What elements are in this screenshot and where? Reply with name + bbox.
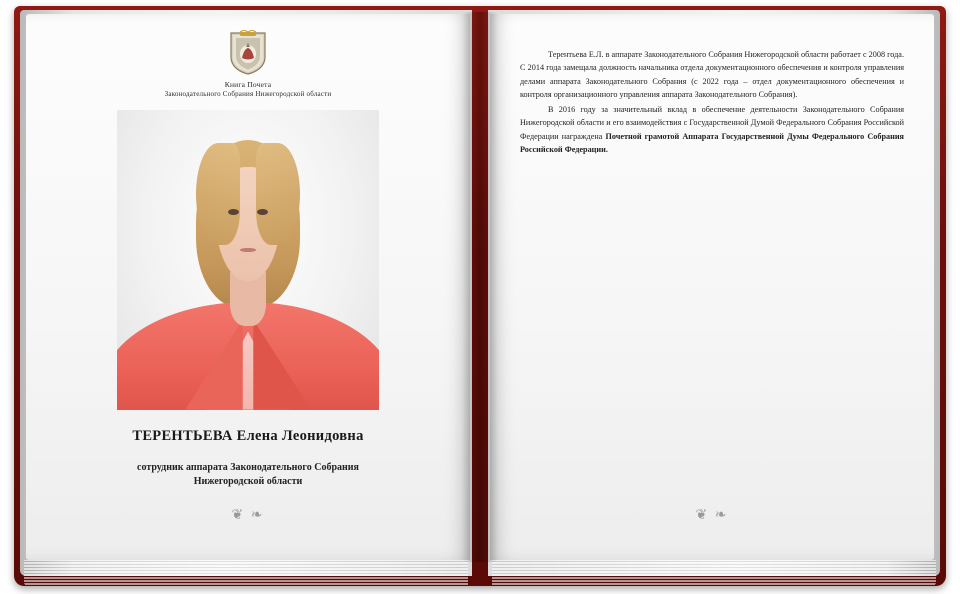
right-page (490, 14, 934, 560)
flourish-left: ❦ ❧ (231, 508, 265, 523)
biography-paragraph-1: Терентьева Е.Л. в аппарате Законодательного Собрания Нижегородской области работает с 2008 года. С 2014 года замещала должность начальника отдела документационного обеспечения и контроля управления делами аппарата Законодательного Собрания (с 2022 года – отдел документационного обеспечения и контроля организационного управления аппарата Законодательного Собрания). (520, 50, 904, 99)
page-stack-left (24, 560, 468, 586)
person-name: ТЕРЕНТЬЕВА Елена Леонидовна (132, 427, 364, 444)
portrait-hair-right (256, 143, 301, 245)
biography-award: Почетной грамотой Аппарата Государственной Думы Федерального Собрания Российской Федерации. (520, 131, 904, 154)
coat-of-arms-icon (228, 30, 268, 76)
biography-paragraph-2 (520, 103, 904, 156)
person-position-line-1: сотрудник аппарата Законодательного Собрания (137, 461, 359, 473)
portrait-hair-left (196, 143, 241, 245)
biography-text (490, 14, 934, 156)
book-subtitle: Законодательного Собрания Нижегородской области (164, 90, 332, 99)
book-title: Книга Почета (224, 80, 272, 89)
portrait-photo (117, 110, 379, 410)
biography-paragraph-2-plain: В 2016 году за значительный вклад в обеспечение деятельности Законодательного Собрания Нижегородской области и его взаимодействия с Государственной Думой Федерального Собрания Российской Федерации награждена (520, 105, 904, 141)
page-stack-right (492, 560, 936, 586)
person-position-line-2: Нижегородской области (193, 476, 303, 488)
person-position (26, 461, 470, 490)
portrait-eye-left (228, 209, 238, 215)
portrait-eye-right (257, 209, 267, 215)
left-page (26, 14, 470, 560)
flourish-right: ❦ ❧ (695, 508, 729, 523)
